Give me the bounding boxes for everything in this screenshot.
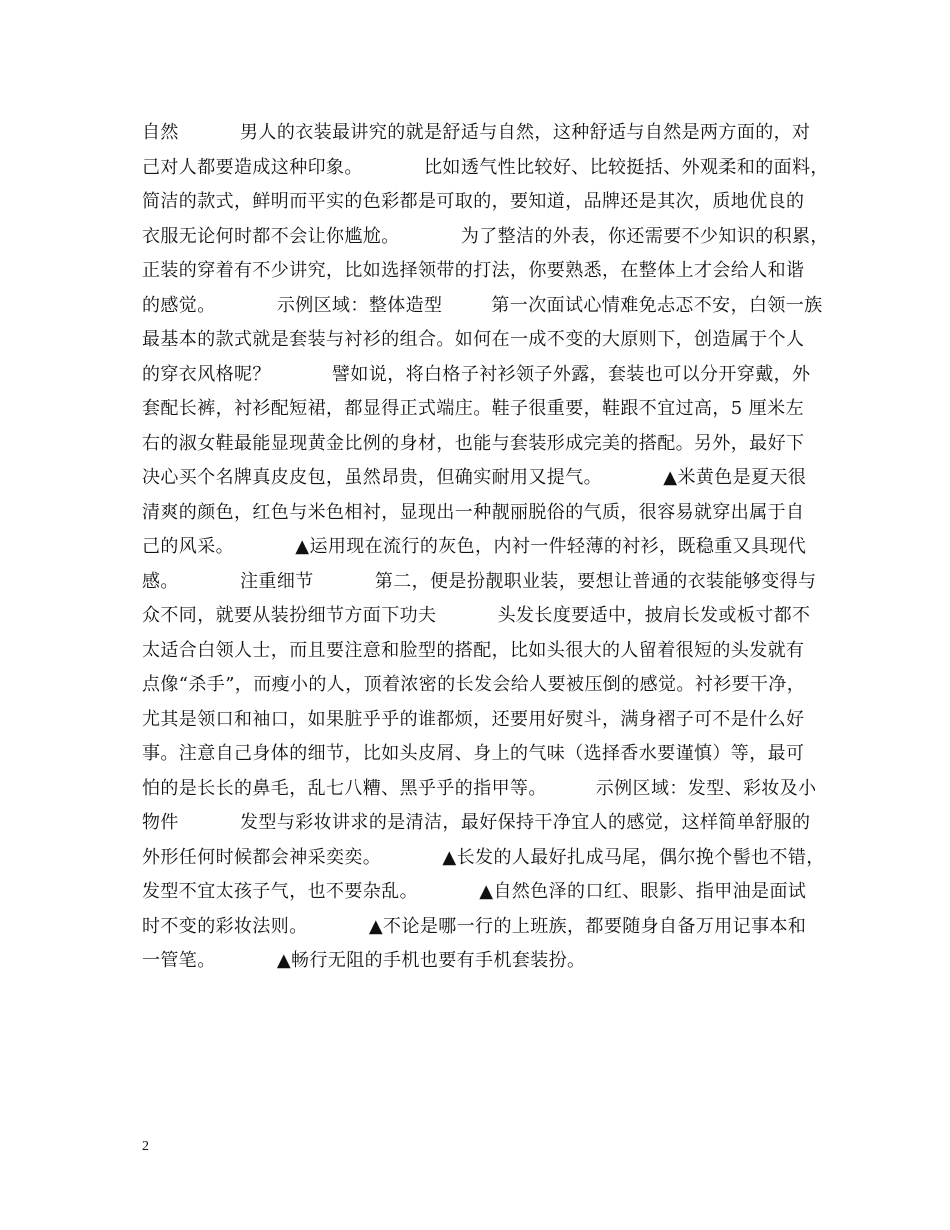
text-line: 一管笔。 ▲畅行无阻的手机也要有手机套装扮。 bbox=[142, 950, 586, 971]
text-line: 清爽的颜色，红色与米色相衬，显现出一种靓丽脱俗的气质，很容易就穿出属于自 bbox=[142, 501, 805, 523]
text-line: 点像“杀手”，而瘦小的人，顶着浓密的长发会给人要被压倒的感觉。衬衫要干净， bbox=[142, 674, 806, 695]
text-line: 太适合白领人士，而且要注意和脸型的搭配，比如头很大的人留着很短的头发就有 bbox=[142, 639, 805, 661]
text-line: 右的淑女鞋最能显现黄金比例的身材，也能与套装形成完美的搭配。另外，最好下 bbox=[142, 432, 805, 454]
text-line: 发型不宜太孩子气，也不要杂乱。 ▲自然色泽的口红、眼影、指甲油是面试 bbox=[142, 881, 807, 902]
text-line: 自然 男人的衣装最讲究的就是舒适与自然，这种舒适与自然是两方面的，对 bbox=[142, 122, 811, 143]
text-line: 事。注意自己身体的细节，比如头皮屑、身上的气味（选择香水要谨慎）等，最可 bbox=[142, 743, 805, 764]
text-line: 最基本的款式就是套装与衬衫的组合。如何在一成不变的大原则下，创造属于个人 bbox=[142, 329, 805, 350]
text-line: 正装的穿着有不少讲究，比如选择领带的打法，你要熟悉，在整体上才会给人和谐 bbox=[142, 260, 805, 281]
text-line: 众不同，就要从装扮细节方面下功夫 头发长度要适中，披肩长发或板寸都不 bbox=[142, 605, 811, 626]
text-line: 简洁的款式，鲜明而平实的色彩都是可取的，要知道，品牌还是其次，质地优良的 bbox=[142, 191, 805, 212]
text-line: 套配长裤，衬衫配短裙，都显得正式端庄。鞋子很重要，鞋跟不宜过高，5 厘米左 bbox=[142, 398, 804, 419]
text-line: 尤其是领口和袖口，如果脏乎乎的谁都烦，还要用好熨斗，满身褶子可不是什么好 bbox=[142, 708, 805, 730]
text-line: 决心买个名牌真皮皮包，虽然昂贵，但确实耐用又提气。 ▲米黄色是夏天很 bbox=[142, 467, 807, 488]
text-line: 外形任何时候都会神采奕奕。 ▲长发的人最好扎成马尾，偶尔挽个髻也不错， bbox=[142, 846, 825, 868]
text-line: 衣服无论何时都不会让你尴尬。 为了整洁的外表，你还需要不少知识的积累， bbox=[142, 225, 829, 247]
text-line: 的感觉。 示例区域：整体造型 第一次面试心情难免忐忑不安，白领一族 bbox=[142, 294, 823, 316]
text-line: 的穿衣风格呢？ 譬如说，将白格子衬衫领子外露，套装也可以分开穿戴，外 bbox=[142, 363, 811, 385]
body-paragraph bbox=[142, 116, 832, 979]
text-line: 己的风采。 ▲运用现在流行的灰色，内衬一件轻薄的衬衫，既稳重又具现代 bbox=[142, 536, 807, 557]
text-line: 己对人都要造成这种印象。 比如透气性比较好、比较挺括、外观柔和的面料， bbox=[142, 156, 829, 178]
text-line: 物件 发型与彩妆讲求的是清洁，最好保持干净宜人的感觉，这样简单舒服的 bbox=[142, 812, 811, 833]
page-number: 2 bbox=[142, 1139, 149, 1154]
text-line: 感。 注重细节 第二，便是扮靓职业装，要想让普通的衣装能够变得与 bbox=[142, 570, 817, 592]
text-line: 时不变的彩妆法则。 ▲不论是哪一行的上班族，都要随身自备万用记事本和 bbox=[142, 915, 807, 937]
text-line: 怕的是长长的鼻毛，乱七八糟、黑乎乎的指甲等。 示例区域：发型、彩妆及小 bbox=[142, 777, 817, 799]
